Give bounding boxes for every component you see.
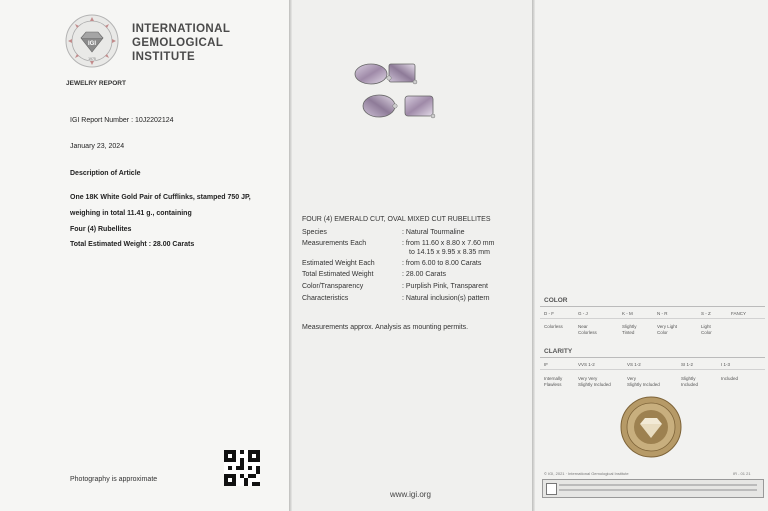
table-row-label: Color/Transparency (302, 283, 364, 290)
document-icon (546, 483, 557, 495)
divider (540, 318, 765, 319)
report-left-panel (0, 0, 290, 511)
org-name-line2: GEMOLOGICAL (132, 37, 224, 49)
stones-heading: FOUR (4) EMERALD CUT, OVAL MIXED CUT RUBELLITES (302, 216, 491, 223)
color-grade: S - Z (701, 311, 711, 316)
clarity-desc: Slightly (681, 376, 696, 381)
description-line: Total Estimated Weight : 28.00 Carats (70, 241, 195, 248)
clarity-grade: VVS 1-2 (578, 362, 595, 367)
clarity-heading: CLARITY (544, 348, 573, 355)
table-row-value: to 14.15 x 9.95 x 8.35 mm (409, 249, 490, 256)
divider (540, 357, 765, 358)
org-name-line3: INSTITUTE (132, 51, 196, 63)
photo-note: Photography is approximate (70, 476, 158, 483)
color-grade: N - R (657, 311, 668, 316)
table-row-label: Species (302, 229, 327, 236)
color-grade: FANCY (731, 311, 747, 316)
report-type: JEWELRY REPORT (66, 80, 126, 87)
description-line: One 18K White Gold Pair of Cufflinks, stamped 750 JP, (70, 194, 251, 201)
cufflinks-photo (349, 60, 449, 132)
table-row-label: Characteristics (302, 295, 349, 302)
clarity-desc: Internally (544, 376, 563, 381)
color-desc: Colorless (578, 330, 597, 335)
clarity-desc: Included (721, 376, 739, 381)
gem (405, 96, 433, 116)
clarity-grade: VS 1-2 (627, 362, 641, 367)
color-desc: Near (578, 324, 588, 329)
gem (363, 95, 395, 117)
clarity-grade: SI 1-2 (681, 362, 694, 367)
igi-seal-logo (65, 14, 119, 68)
clarity-desc: Very (627, 376, 637, 381)
report-number-label: IGI Report Number : (70, 117, 135, 124)
clarity-desc: Included (681, 382, 699, 387)
color-desc: Colorless (544, 324, 563, 329)
table-row-label: Measurements Each (302, 240, 367, 247)
color-desc: Light (701, 324, 711, 329)
report-center-panel (292, 0, 533, 511)
form-code: IR - 01 21 (733, 471, 751, 476)
gem (389, 64, 415, 82)
seal-text: IGI (87, 41, 97, 47)
color-grade: K - M (622, 311, 633, 316)
color-desc: Color (657, 330, 668, 335)
color-desc: Color (701, 330, 712, 335)
color-grade: D - F (544, 311, 554, 316)
copyright: © IGI, 2021 · International Gemological Institute (544, 471, 629, 476)
description-heading: Description of Article (70, 170, 141, 177)
description-line: Four (4) Rubellites (70, 226, 132, 233)
table-row-value: : Natural Tourmaline (402, 229, 465, 236)
clarity-desc: Flawless (544, 382, 562, 387)
qr-code[interactable] (224, 450, 260, 486)
report-right-panel (535, 0, 768, 511)
color-heading: COLOR (544, 297, 568, 304)
table-row-value: : Natural inclusion(s) pattern (402, 295, 490, 302)
org-name (132, 22, 230, 64)
clarity-desc: Very Very (578, 376, 598, 381)
org-name-line1: INTERNATIONAL (132, 23, 231, 35)
stones-table (302, 228, 527, 308)
color-grade: G - J (578, 311, 588, 316)
report-number-value: 10J2202124 (134, 117, 174, 124)
table-row-label: Total Estimated Weight (302, 271, 374, 278)
seal-year: 1975 (88, 57, 96, 61)
report-date: January 23, 2024 (70, 143, 125, 150)
color-desc: Slightly (622, 324, 637, 329)
measurement-note: Measurements approx. Analysis as mounting permits. (302, 324, 469, 331)
microtext-line (559, 489, 757, 491)
color-desc: Very Light (657, 324, 678, 329)
table-row-value: : from 6.00 to 8.00 Carats (402, 260, 482, 267)
security-strip (542, 479, 764, 498)
clarity-desc: Slightly Included (627, 382, 660, 387)
clarity-grade: IF (544, 362, 548, 367)
clarity-grade: I 1-3 (721, 362, 731, 367)
microtext-line (559, 484, 757, 486)
table-row-value: : Purplish Pink, Transparent (402, 283, 488, 290)
table-row-value: : from 11.60 x 8.80 x 7.60 mm (402, 240, 495, 247)
clarity-desc: Slightly Included (578, 382, 611, 387)
gold-seal-icon (620, 396, 682, 458)
divider (540, 306, 765, 307)
color-desc: Tinted (622, 330, 635, 335)
gem (355, 64, 387, 84)
description-line: weighing in total 11.41 g., containing (70, 210, 192, 217)
report-number (70, 117, 174, 124)
website-link[interactable]: www.igi.org (390, 490, 431, 499)
table-row-value: : 28.00 Carats (402, 271, 446, 278)
table-row-label: Estimated Weight Each (302, 260, 375, 267)
divider (540, 369, 765, 370)
